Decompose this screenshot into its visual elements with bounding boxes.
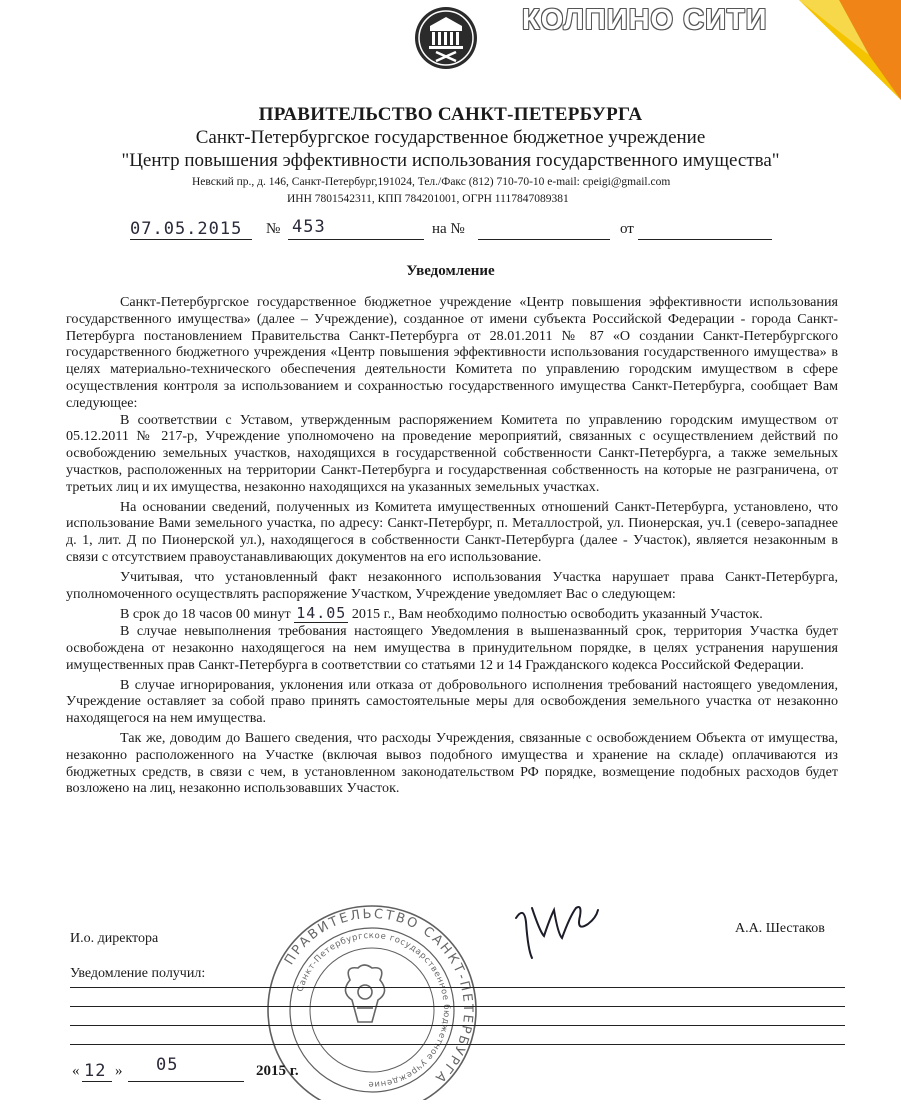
deadline-date: 14.05 [296,604,347,623]
paragraph: Учитывая, что установленный факт незаконного использования Участка нарушает права Санкт-Петербурга, уполномоченного осуществлять распоряжение Участком, Учреждение уведомляет Вас о следующем: [66,568,838,602]
paragraph: В соответствии с Уставом, утвержденным распоряжением Комитета по управлению городским имуществом от 05.12.2011 № 217-р, Учреждение уполномочено на проведение мероприятий, связанных с осуществлением действий по освобождению земельных участков, находящихся в государственной собственности Санкт-Петербурга, а также земельных участков, расположенных на территории Санкт-Петербурга и государственная собственность на которые не разграничена, от третьих лиц и их имущества, незаконно находящихся на указанных земельных участках. [66,411,838,495]
paragraph: Санкт-Петербургское государственное бюджетное учреждение «Центр повышения эффективности использования государственного имущества» (далее – Учреждение), созданное от имени субъекта Российской Федерации - города Санкт-Петербурга постановлением Правительства Санкт-Петербурга от 28.01.2011 № 87 «О создании Санкт-Петербургского государственного бюджетного учреждения «Центр повышения эффективности использования государственного имущества» в целях материально-технического обеспечения деятельности Комитета по управлению городским имуществом в сфере осуществления контроля за использованием и сохранностью государственного имущества Санкт-Петербурга, сообщает Вам следующее: [66,294,838,411]
receipt-date [72,1055,312,1087]
receipt-line [70,1025,845,1026]
receipt-line [70,1006,845,1007]
number-label: № [266,221,281,237]
document-title: Уведомление [406,263,495,279]
institution-ids: ИНН 7801542311, КПП 784201001, ОГРН 1117847089381 [287,193,569,205]
receipt-month: 05 [156,1055,179,1075]
city-emblem-icon [414,6,478,70]
seal-outer-text: ПРАВИТЕЛЬСТВО САНКТ-ПЕТЕРБУРГА [281,906,476,1087]
receipt-close-quote: » [115,1063,123,1079]
deadline-prefix: В срок до 18 часов 00 минут [120,606,291,623]
institution-name-line2: "Центр повышения эффективности использования государственного имущества" [121,150,780,171]
brand-watermark: КОЛПИНО СИТИ [522,4,768,36]
paragraph: Так же, доводим до Вашего сведения, что расходы Учреждения, связанные с освобождением Объекта от имущества, незаконно расположенного на Участке (включая вывоз подобного имущества и хранение на складе) оплачиваются из бюджетных средств, в связи с чем, в установленном законодательством РФ порядке, возмещение подобных расходов будет возложено на лиц, незаконно использовавших Участок. [66,729,838,797]
document-date: 07.05.2015 [130,219,243,239]
signatory-name: А.А. Шестаков [735,921,825,936]
reply-label: на № [432,221,465,237]
corner-fold-icon [799,0,901,100]
paragraph: В случае невыполнения требования настоящего Уведомления в вышеназванный срок, территория Участка будет освобождена от незаконно находящегося на нем имущества в принудительном порядке, в целях устранения нарушения имущественных прав Санкт-Петербурга в соответствии со статьями 12 и 14 Гражданского кодекса Российской Федерации. [66,623,838,673]
paragraph: В случае игнорирования, уклонения или отказа от добровольного исполнения требований настоящего уведомления, Учреждение оставляет за собой право принять самостоятельные меры для освобождения земельного участка от незаконно находящегося на нем имущества. [66,676,838,727]
deadline-paragraph [66,605,838,623]
from-label: от [620,221,634,237]
receipt-label: Уведомление получил: [70,966,206,981]
institution-address: Невский пр., д. 146, Санкт-Петербург,191024, Тел./Факс (812) 710-70-10 e-mail: cpeigi@gmail.com [192,176,671,188]
seal-inner-text: Санкт-Петербургское государственное бюджетное учреждение [295,930,452,1090]
receipt-line [70,1044,845,1045]
document-body [66,294,838,797]
handwritten-signature [510,888,600,966]
receipt-line [70,987,845,988]
svg-text:Санкт-Петербургское государств [295,931,451,1089]
reference-line [130,215,790,245]
receipt-year: 2015 г. [256,1063,299,1079]
government-title: ПРАВИТЕЛЬСТВО САНКТ-ПЕТЕРБУРГА [258,104,643,125]
receipt-day: 12 [84,1061,107,1081]
signatory-position: И.о. директора [70,931,159,946]
deadline-suffix: 2015 г., Вам необходимо полностью освободить указанный Участок. [351,606,763,623]
paragraph: На основании сведений, полученных из Комитета имущественных отношений Санкт-Петербурга, установлено, что использование Вами земельного участка, по адресу: Санкт-Петербург, п. Металлострой, ул. Пионерская, уч.1 (северо-западнее д. 1, лит. Д по Пионерской ул.), находящегося в собственности Санкт-Петербурга (далее - Участок), является незаконным в связи с отсутствием правоустанавливающих документов на его использование. [66,498,838,565]
institution-name-line1: Санкт-Петербургское государственное бюджетное учреждение [195,127,706,148]
document-number: 453 [292,217,326,237]
receipt-open-quote: « [72,1063,80,1079]
